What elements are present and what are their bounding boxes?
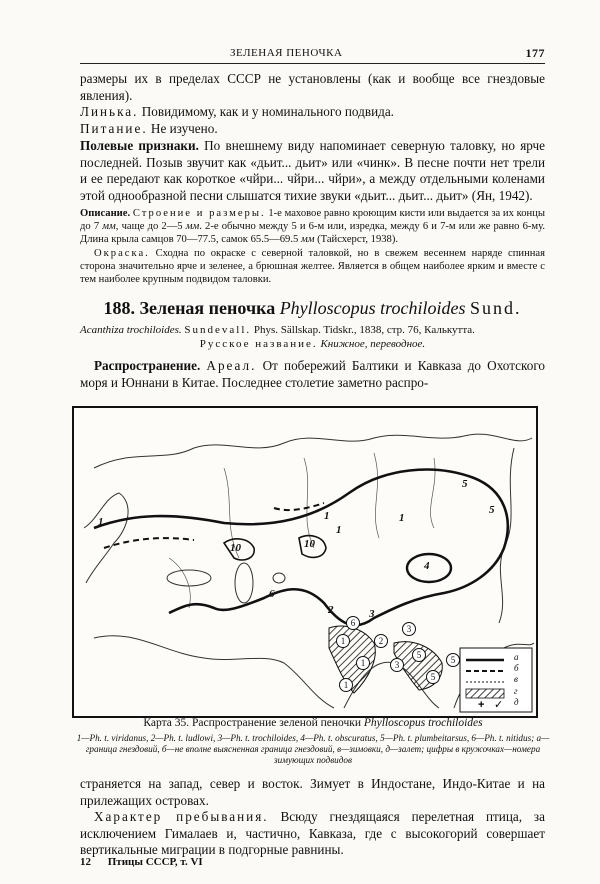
svg-text:✓: ✓ [494, 699, 504, 711]
circled-number: 6 [346, 616, 360, 630]
page-number: 177 [525, 46, 545, 60]
synonymy: Acanthiza trochiloides. Sundevall. Phys. Sällskap. Tidskr., 1838, стр. 76, Калькутта. [80, 324, 475, 336]
map-label-5b: 5 [462, 478, 468, 490]
paragraph-residency: Характер пребывания. Всюду гнездящаяся перелетная птица, за исключением Гималаев и, частично, Кавказа, где с высокогорий совершает вертикальные миграции в подгорные равнины. [80, 809, 545, 857]
circled-number: 1 [336, 634, 350, 648]
map-label-6: 6 [269, 588, 275, 600]
paragraph-field-marks: Полевые признаки. По внешнему виду напоминает северную таловку, но ярче последней. Позыв звучит как «дьит... дьит» или «чинк». В песне почти нет трели и ее передают как короткое «чйри... чйри... чйри», а между отдельными коленами этой однообразной песни слышатся тихие звуки «дьит... дьит... дьит» (Ян, 1942). [80, 138, 546, 203]
coloration-label: Окраска. [94, 248, 150, 259]
field-marks-label: Полевые признаки. [80, 138, 199, 153]
map-legend [460, 648, 532, 712]
map-label-10a: 10 [230, 542, 241, 554]
map-label-1d: 1 [399, 512, 405, 524]
map-drawing [74, 408, 536, 716]
rivers [169, 453, 435, 608]
food-label: Питание. [80, 121, 148, 136]
map-label-5a: 5 [489, 504, 495, 516]
circled-number: 5 [426, 670, 440, 684]
legend-label-g: г [514, 686, 518, 696]
circled-number: 3 [390, 658, 404, 672]
legend-label-v: в [514, 674, 518, 684]
svg-text:+: + [478, 699, 485, 711]
map-label-1a: 1 [98, 516, 104, 528]
distribution-label: Распространение. [94, 358, 201, 373]
coastline-north [94, 434, 532, 468]
circled-number: 1 [339, 678, 353, 692]
paragraph-molt: Линька. Повидимому, как и у номинального подвида. [80, 104, 394, 119]
caspian-sea [235, 563, 253, 603]
coastline-west [84, 493, 128, 583]
map-caption-detail: 1—Ph. t. viridanus, 2—Ph. t. ludlowi, 3—Ph. t. trochiloides, 4—Ph. t. obscuratus, 5—Ph. t. plumbeitarsus, 6—Ph. t. nitidus; а—граница гнездовий, б—не вполне выясненная граница гнездовий, в—зимовки, д—залет; цифры в кружочках—номера зимующих подвидов [76, 733, 550, 765]
map-label-3: 3 [369, 608, 375, 620]
header-rule [80, 63, 545, 64]
region-1-boundary [274, 503, 324, 510]
paragraph-food: Питание. Не изучено. [80, 121, 218, 136]
running-header [80, 47, 545, 61]
circled-number: 5 [412, 648, 426, 662]
map-label-1c: 1 [336, 524, 342, 536]
species-heading: 188. Зеленая пеночка Phylloscopus trochiloides Sund. [103, 298, 522, 318]
paragraph-description: Описание. Строение и размеры. 1-е маховое равно кроющим кисти или выдается за их концы до 7 мм, чаще до 2—5 мм. 2-е обычно между 5 и 6-м или, изредка, между 6 и 7-м или же равно 6-му. Длина крыла самцов 70—77.5, самок 65.5—69.5 мм (Тайсхерст, 1938). [80, 208, 545, 245]
paragraph-distribution: Распространение. Ареал. От побережий Балтики и Кавказа до Охотского моря и Юннани в Китае. Последнее столетие заметно распро- [80, 358, 545, 390]
aral-sea [273, 573, 285, 583]
legend-label-a: а [514, 652, 519, 662]
circled-number: 1 [356, 656, 370, 670]
map-label-1b: 1 [324, 510, 330, 522]
map-label-2: 2 [328, 604, 334, 616]
russian-names: Русское название. Книжное, переводное. [199, 338, 426, 350]
legend-label-d: д [514, 697, 519, 707]
map-label-10b: 10 [304, 538, 315, 550]
molt-label: Линька. [80, 104, 139, 119]
map-caption: Карта 35. Распространение зеленой пеночки Phylloscopus trochiloides [143, 717, 483, 729]
running-title: ЗЕЛЕНАЯ ПЕНОЧКА [230, 47, 343, 59]
description-label: Описание. [80, 208, 131, 219]
distribution-map [72, 406, 538, 718]
paragraph-continued: размеры их в пределах СССР не установлены (как и вообще все гнездовые явления). [80, 71, 545, 103]
circled-number: 2 [374, 634, 388, 648]
legend-label-b: б [514, 663, 519, 673]
circled-number: 3 [402, 622, 416, 636]
signature-footer: 12 Птицы СССР, т. VI [80, 856, 203, 868]
map-label-4: 4 [424, 560, 430, 572]
circled-number: 5 [446, 653, 460, 667]
paragraph-coloration: Окраска. Сходна по окраске с северной таловкой, но в свежем весеннем наряде спинная сторона значительно ярче и зеленее, а брюшная желтее. Является в общем наиболее ярким и вместе с тем наиболее крупным подвидом таловки. [80, 248, 545, 285]
paragraph-range-end: страняется на запад, север и восток. Зимует в Индостане, Индо-Китае и на прилежащих островах. [80, 776, 545, 808]
black-sea [167, 570, 211, 586]
residency-label: Характер пребывания. [94, 809, 269, 824]
